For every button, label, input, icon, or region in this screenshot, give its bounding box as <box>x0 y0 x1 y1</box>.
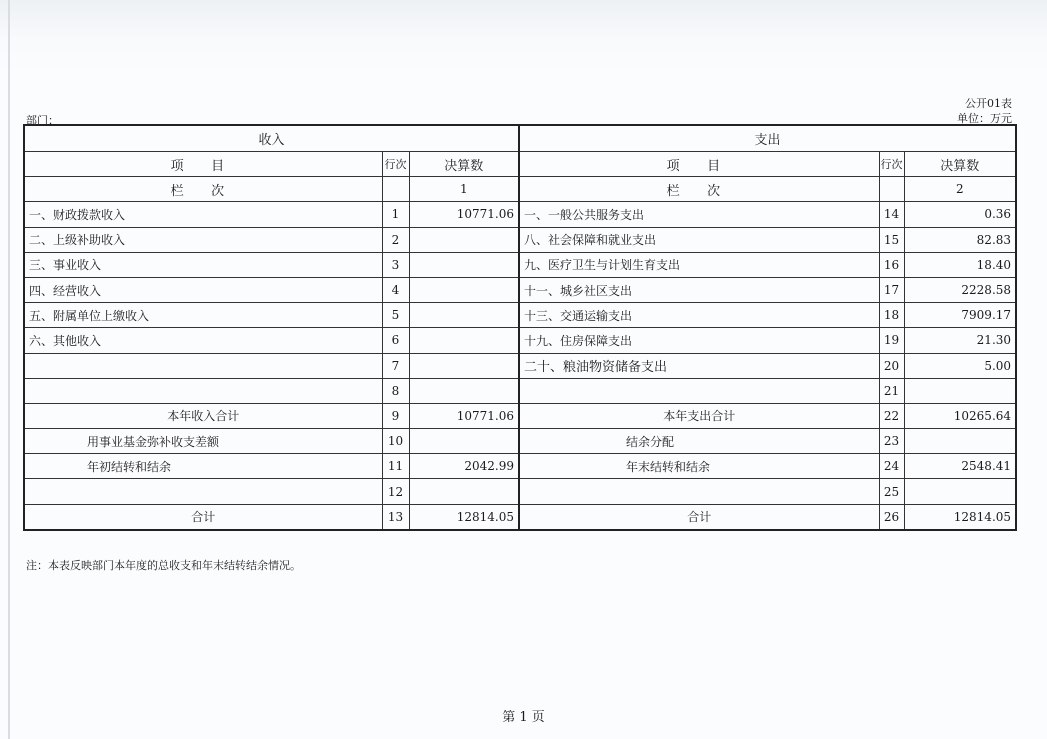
expense-row-no: 14 <box>879 202 904 227</box>
expense-amount: 7909.17 <box>904 303 1016 328</box>
expense-row-no: 17 <box>879 277 904 302</box>
year-income-total-amount: 10771.06 <box>409 403 519 428</box>
carryover-row <box>24 454 1016 479</box>
budget-table <box>23 124 1017 531</box>
expense-row-no: 21 <box>879 378 904 403</box>
expense-row-no: 20 <box>879 353 904 378</box>
income-row-no: 7 <box>382 353 409 378</box>
page-number: 第 1 页 <box>502 710 545 725</box>
expense-amount: 2228.58 <box>904 277 1016 302</box>
income-item: 二、上级补助收入 <box>24 227 382 252</box>
income-grand-total-label: 合计 <box>24 504 382 530</box>
blank-expense-no: 25 <box>879 479 904 504</box>
scan-edge <box>8 0 10 739</box>
income-row-no: 5 <box>382 303 409 328</box>
blank-income-amount <box>409 479 519 504</box>
year-income-total-label: 本年收入合计 <box>24 403 382 428</box>
income-lane-number: 1 <box>409 177 519 202</box>
unit-label: 单位：万元 <box>957 112 1012 125</box>
income-row-no: 3 <box>382 252 409 277</box>
blank-income-item <box>24 479 382 504</box>
expense-item: 十九、住房保障支出 <box>519 328 879 353</box>
year-income-total-no: 9 <box>382 403 409 428</box>
expense-amount: 5.00 <box>904 353 1016 378</box>
income-row-no: 1 <box>382 202 409 227</box>
income-amount <box>409 328 519 353</box>
footnote: 注：本表反映部门本年度的总收支和年末结转结余情况。 <box>26 559 301 572</box>
table-row <box>24 227 1016 252</box>
income-item: 六、其他收入 <box>24 328 382 353</box>
year-total-row <box>24 403 1016 428</box>
income-item: 五、附属单位上缴收入 <box>24 303 382 328</box>
fund-amount <box>409 429 519 454</box>
income-lane-label: 栏 次 <box>24 177 382 202</box>
expense-item <box>519 378 879 403</box>
begin-balance-no: 11 <box>382 454 409 479</box>
department-label: 部门： <box>26 114 59 127</box>
expense-amount-header: 决算数 <box>904 152 1016 177</box>
expense-item: 九、医疗卫生与计划生育支出 <box>519 252 879 277</box>
expense-title: 支出 <box>519 125 1016 152</box>
blank-row <box>24 479 1016 504</box>
table-row <box>24 378 1016 403</box>
fund-label: 用事业基金弥补收支差额 <box>24 429 382 454</box>
income-amount <box>409 303 519 328</box>
income-amount <box>409 227 519 252</box>
expense-row-no: 16 <box>879 252 904 277</box>
income-item <box>24 378 382 403</box>
table-row <box>24 252 1016 277</box>
income-amount <box>409 353 519 378</box>
blank-income-no: 12 <box>382 479 409 504</box>
income-row-no: 6 <box>382 328 409 353</box>
expense-lane-blank <box>879 177 904 202</box>
distribution-no: 23 <box>879 429 904 454</box>
blank-expense-item <box>519 479 879 504</box>
expense-row-header: 行次 <box>879 152 904 177</box>
year-expense-total-no: 22 <box>879 403 904 428</box>
income-amount-header: 决算数 <box>409 152 519 177</box>
income-item: 一、财政拨款收入 <box>24 202 382 227</box>
expense-amount: 21.30 <box>904 328 1016 353</box>
expense-lane-label: 栏 次 <box>519 177 879 202</box>
expense-grand-total-no: 26 <box>879 504 904 530</box>
blank-expense-amount <box>904 479 1016 504</box>
table-row <box>24 353 1016 378</box>
income-amount <box>409 252 519 277</box>
distribution-amount <box>904 429 1016 454</box>
income-grand-total-no: 13 <box>382 504 409 530</box>
expense-item: 八、社会保障和就业支出 <box>519 227 879 252</box>
expense-amount: 82.83 <box>904 227 1016 252</box>
fund-no: 10 <box>382 429 409 454</box>
expense-item-header: 项 目 <box>519 152 879 177</box>
expense-item: 十一、城乡社区支出 <box>519 277 879 302</box>
grand-total-row <box>24 504 1016 530</box>
income-row-no: 2 <box>382 227 409 252</box>
income-row-header: 行次 <box>382 152 409 177</box>
income-amount: 10771.06 <box>409 202 519 227</box>
table-row <box>24 202 1016 227</box>
income-lane-blank <box>382 177 409 202</box>
year-expense-total-amount: 10265.64 <box>904 403 1016 428</box>
expense-lane-number: 2 <box>904 177 1016 202</box>
expense-item: 一、一般公共服务支出 <box>519 202 879 227</box>
form-code: 公开01表 <box>965 97 1012 110</box>
expense-grand-total-label: 合计 <box>519 504 879 530</box>
begin-balance-amount: 2042.99 <box>409 454 519 479</box>
expense-row-no: 18 <box>879 303 904 328</box>
expense-item: 十三、交通运输支出 <box>519 303 879 328</box>
expense-row-no: 15 <box>879 227 904 252</box>
end-balance-no: 24 <box>879 454 904 479</box>
income-amount <box>409 277 519 302</box>
income-row-no: 8 <box>382 378 409 403</box>
table-row <box>24 303 1016 328</box>
income-item: 三、事业收入 <box>24 252 382 277</box>
distribution-label: 结余分配 <box>519 429 879 454</box>
income-grand-total-amount: 12814.05 <box>409 504 519 530</box>
expense-row-no: 19 <box>879 328 904 353</box>
expense-amount <box>904 378 1016 403</box>
expense-amount: 0.36 <box>904 202 1016 227</box>
end-balance-label: 年末结转和结余 <box>519 454 879 479</box>
income-title: 收入 <box>24 125 519 152</box>
income-item <box>24 353 382 378</box>
expense-item: 二十、粮油物资储备支出 <box>519 353 879 378</box>
income-item: 四、经营收入 <box>24 277 382 302</box>
expense-grand-total-amount: 12814.05 <box>904 504 1016 530</box>
fund-row <box>24 429 1016 454</box>
table-row <box>24 277 1016 302</box>
income-row-no: 4 <box>382 277 409 302</box>
income-item-header: 项 目 <box>24 152 382 177</box>
income-amount <box>409 378 519 403</box>
table-row <box>24 328 1016 353</box>
begin-balance-label: 年初结转和结余 <box>24 454 382 479</box>
expense-amount: 18.40 <box>904 252 1016 277</box>
year-expense-total-label: 本年支出合计 <box>519 403 879 428</box>
end-balance-amount: 2548.41 <box>904 454 1016 479</box>
